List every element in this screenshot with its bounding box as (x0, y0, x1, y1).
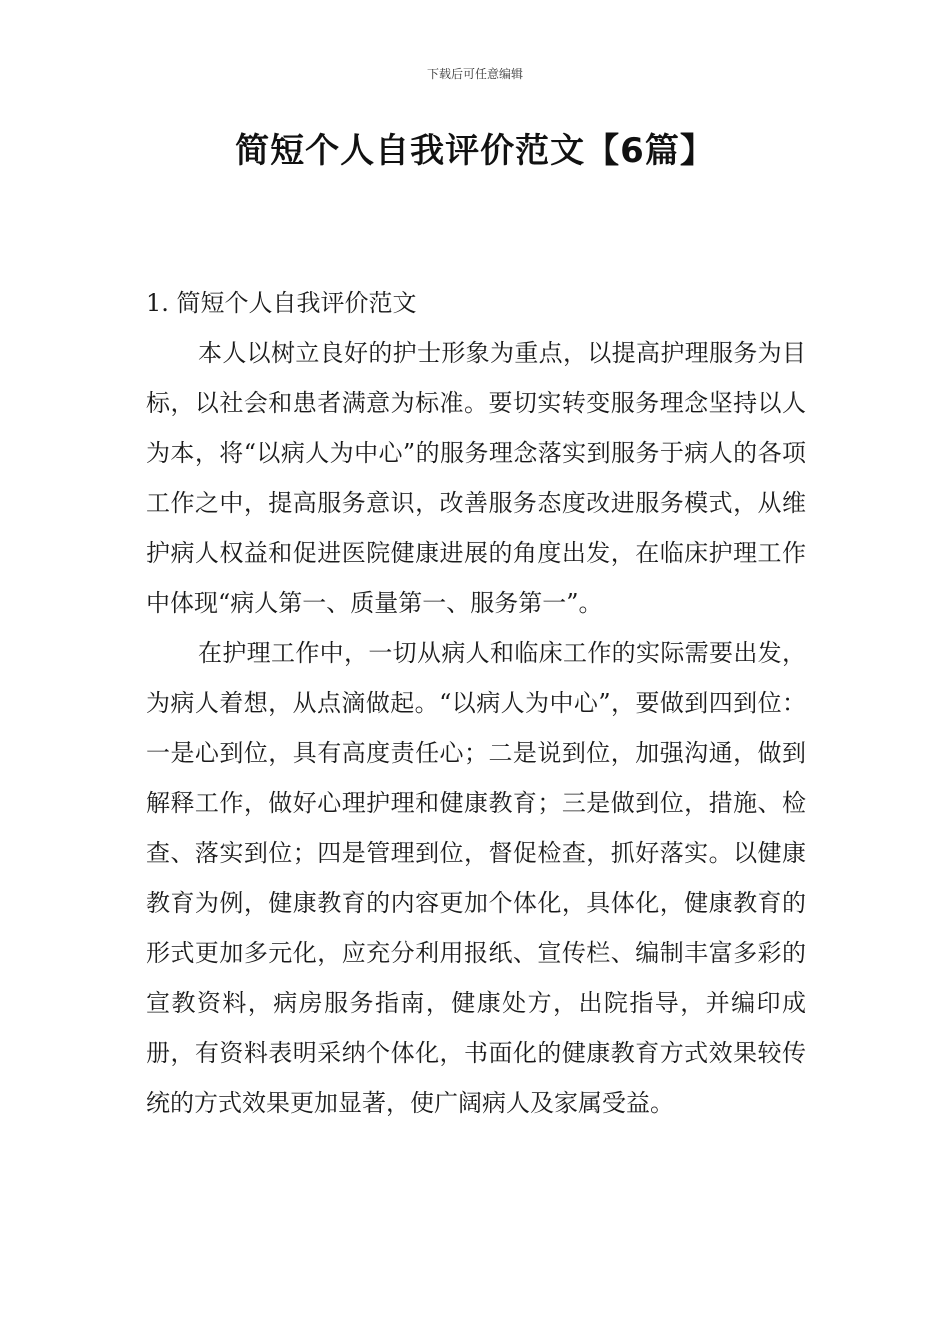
section-heading: 1. 简短个人自我评价范文 (146, 289, 417, 317)
document-title: 简短个人自我评价范文【6篇】 (235, 131, 715, 171)
page-header-note: 下载后可任意编辑 (426, 67, 523, 81)
paragraph-1: 本人以树立良好的护士形象为重点，以提高护理服务为目标，以社会和患者满意为标准。要切实转变服务理念坚持以人为本，将“以病人为中心”的服务理念落实到服务于病人的各项工作之中，提高服务意识，改善服务态度改进服务模式，从维护病人权益和促进医院健康进展的角度出发，在临床护理工作中体现“病人第一、质量第一、服务第一”。 (146, 339, 806, 617)
section-1 (146, 278, 806, 1128)
paragraph-2: 在护理工作中，一切从病人和临床工作的实际需要出发，为病人着想，从点滴做起。“以病人为中心”，要做到四到位：一是心到位，具有高度责任心；二是说到位，加强沟通，做到解释工作，做好心理护理和健康教育；三是做到位，措施、检查、落实到位；四是管理到位，督促检查，抓好落实。以健康教育为例，健康教育的内容更加个体化，具体化，健康教育的形式更加多元化，应充分利用报纸、宣传栏、编制丰富多彩的宣教资料，病房服务指南，健康处方，出院指导，并编印成册，有资料表明采纳个体化，书面化的健康教育方式效果较传统的方式效果更加显著，使广阔病人及家属受益。 (146, 639, 806, 1117)
document-body (146, 278, 806, 1128)
